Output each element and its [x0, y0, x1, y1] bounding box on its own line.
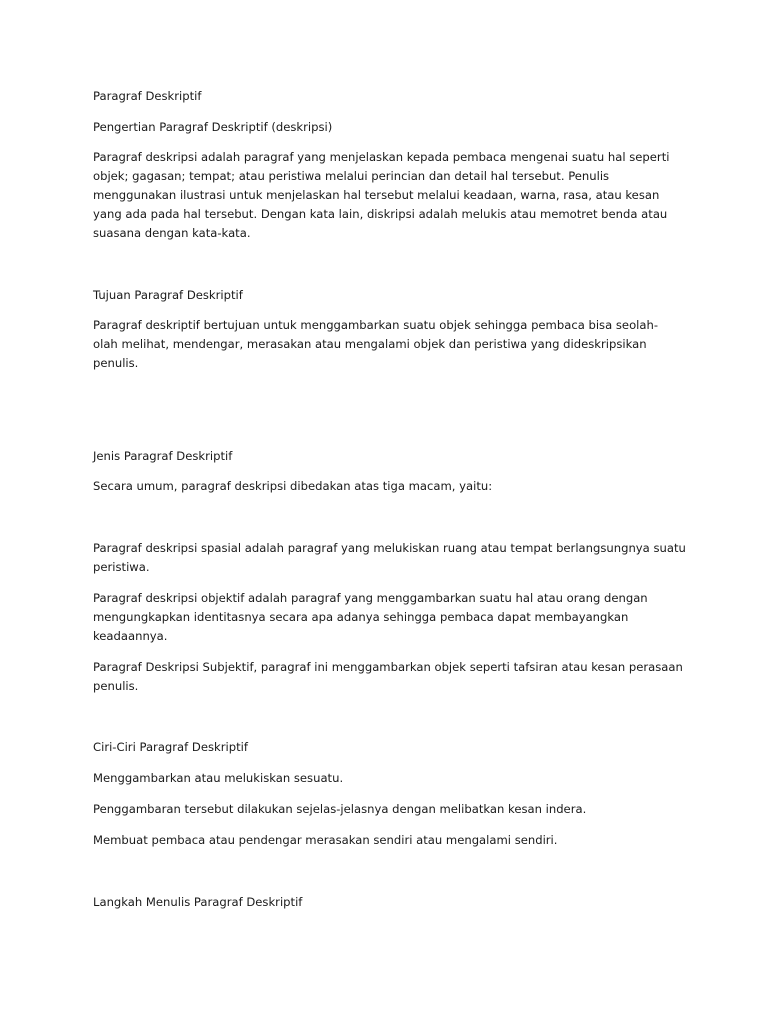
ciri-heading: Ciri-Ciri Paragraf Deskriptif	[93, 740, 248, 754]
tujuan-line-3: penulis.	[93, 356, 139, 370]
jenis-objektif-line-1: Paragraf deskripsi objektif adalah paragraf yang menggambarkan suatu hal atau orang dengan	[93, 591, 648, 605]
pengertian-heading: Pengertian Paragraf Deskriptif (deskripsi)	[93, 120, 333, 134]
ciri-item-2: Penggambaran tersebut dilakukan sejelas-jelasnya dengan melibatkan kesan indera.	[93, 802, 587, 816]
jenis-spasial-line-1: Paragraf deskripsi spasial adalah paragraf yang melukiskan ruang atau tempat berlangsungnya suatu	[93, 541, 686, 555]
pengertian-line-1: Paragraf deskripsi adalah paragraf yang menjelaskan kepada pembaca mengenai suatu hal seperti	[93, 150, 670, 164]
pengertian-line-3: menggunakan ilustrasi untuk menjelaskan hal tersebut melalui keadaan, warna, rasa, atau kesan	[93, 188, 660, 202]
tujuan-line-1: Paragraf deskriptif bertujuan untuk menggambarkan suatu objek sehingga pembaca bisa seolah-	[93, 318, 659, 332]
jenis-spasial-line-2: peristiwa.	[93, 560, 150, 574]
ciri-item-1: Menggambarkan atau melukiskan sesuatu.	[93, 771, 344, 785]
tujuan-line-2: olah melihat, mendengar, merasakan atau mengalami objek dan peristiwa yang dideskripsikan	[93, 337, 647, 351]
langkah-heading: Langkah Menulis Paragraf Deskriptif	[93, 895, 303, 909]
jenis-heading: Jenis Paragraf Deskriptif	[93, 449, 233, 463]
tujuan-heading: Tujuan Paragraf Deskriptif	[93, 288, 243, 302]
pengertian-line-2: objek; gagasan; tempat; atau peristiwa melalui perincian dan detail hal tersebut. Penulis	[93, 169, 610, 183]
jenis-objektif-line-2: mengungkapkan identitasnya secara apa adanya sehingga pembaca dapat membayangkan	[93, 610, 629, 624]
ciri-item-3: Membuat pembaca atau pendengar merasakan sendiri atau mengalami sendiri.	[93, 833, 558, 847]
pengertian-line-5: suasana dengan kata-kata.	[93, 226, 251, 240]
jenis-objektif-line-3: keadaannya.	[93, 629, 168, 643]
document-title: Paragraf Deskriptif	[93, 89, 202, 103]
jenis-subjektif-line-2: penulis.	[93, 679, 139, 693]
jenis-intro: Secara umum, paragraf deskripsi dibedakan atas tiga macam, yaitu:	[93, 479, 493, 493]
pengertian-line-4: yang ada pada hal tersebut. Dengan kata lain, diskripsi adalah melukis atau memotret benda atau	[93, 207, 668, 221]
jenis-subjektif-line-1: Paragraf Deskripsi Subjektif, paragraf ini menggambarkan objek seperti tafsiran atau kesan perasaan	[93, 660, 683, 674]
